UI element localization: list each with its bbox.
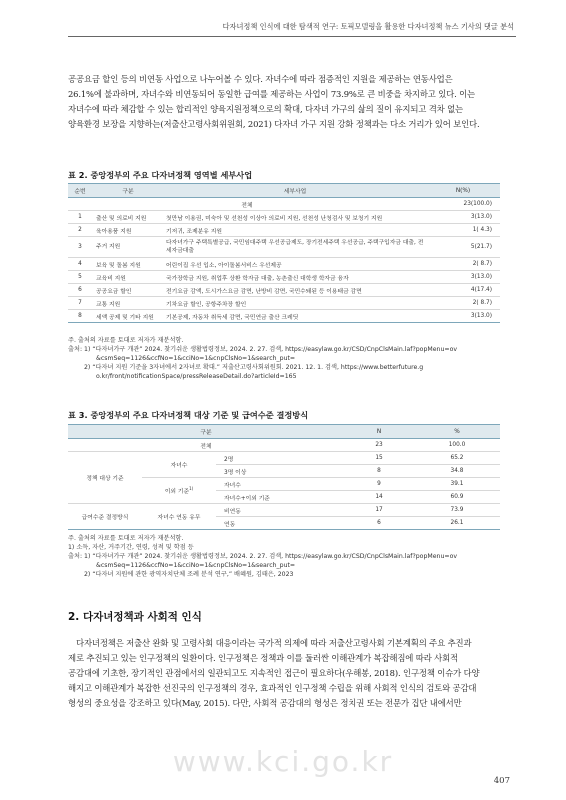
table-note: 주. 출처의 자료를 토대로 저자가 재분석함.	[68, 535, 184, 542]
total-n: 23	[344, 439, 414, 452]
row-items: 어린이집 우선 입소, 아이돌봄서비스 우선제공	[164, 258, 426, 271]
table2	[68, 183, 500, 323]
table-row	[68, 258, 500, 271]
paragraph-line: 26.1%에 불과하며, 자녀수와 비연동되어 동일한 급여를 제공하는 사업이 73.9%로 큰 비중을 차지하고 있다. 이는	[68, 89, 476, 99]
watermark: www.kci.go.kr	[172, 745, 394, 778]
table2-caption	[68, 170, 252, 181]
row-value: 3(13.0)	[426, 211, 500, 224]
row-n: 6	[344, 517, 414, 530]
row-value: 1( 4.3)	[426, 224, 500, 237]
section2-paragraph	[68, 636, 498, 711]
table-row	[68, 271, 500, 284]
column-header: 순번	[68, 184, 92, 198]
row-n: 17	[344, 504, 414, 517]
table-note: 출처: 1) “다자녀가구 개관” 2024. 찾기쉬운 생활법령정보, 2024. 2. 27. 검색, https://easylaw.go.kr/CSD/CnpClsMain.laf?popMenu=ov	[68, 553, 458, 560]
row-n: 15	[344, 452, 414, 465]
row-label: 연동	[216, 517, 344, 530]
intro-paragraph	[68, 72, 498, 132]
table-note: 주. 출처의 자료를 토대로 저자가 재분석함.	[68, 337, 184, 344]
table-total-row	[68, 198, 500, 211]
row-pct: 65.2	[414, 452, 500, 465]
total-pct: 100.0	[414, 439, 500, 452]
table2-caption-text: 중앙정부의 주요 다자녀정책 영역별 세부사업	[90, 170, 253, 180]
table-note: &csmSeq=1126&ccfNo=1&cciNo=1&cnpClsNo=1&search_put=	[96, 562, 296, 569]
table-header-row	[68, 184, 500, 198]
table-note: 2) “다자녀 지원 기준을 3자녀에서 2자녀로 확대.” 저출산고령사회위원회. 2021. 12. 1. 검색, https://www.betterfuture.g	[84, 364, 424, 371]
row-value: 3(13.0)	[426, 271, 500, 284]
column-header: 세부사업	[164, 184, 426, 198]
table3-caption	[68, 410, 308, 421]
row-category: 교육비 지원	[92, 271, 164, 284]
subgroup-label: 자녀수	[142, 452, 216, 478]
table3	[68, 424, 500, 530]
column-header: 구분	[68, 425, 344, 439]
section-heading: 2. 다자녀정책과 사회적 인식	[68, 611, 202, 623]
subgroup-label	[142, 478, 216, 504]
table-note: 출처: 1) “다자녀가구 개관” 2024. 찾기쉬운 생활법령정보, 2024. 2. 27. 검색, https://easylaw.go.kr/CSD/CnpClsMain.laf?popMenu=ov	[68, 346, 458, 353]
total-label: 전체	[68, 198, 426, 211]
footnote-marker: 1)	[189, 486, 194, 492]
row-pct: 39.1	[414, 478, 500, 491]
row-pct: 60.9	[414, 491, 500, 504]
table-note: &csmSeq=1126&ccfNo=1&cciNo=1&cnpClsNo=1&search_put=	[96, 355, 296, 362]
row-number: 1	[68, 211, 92, 224]
row-pct: 73.9	[414, 504, 500, 517]
row-label: 2명	[216, 452, 344, 465]
page-number: 407	[493, 776, 510, 786]
table-row	[68, 211, 500, 224]
row-category: 출산 및 의료비 지원	[92, 211, 164, 224]
row-category: 주거 지원	[92, 237, 164, 258]
row-category: 보육 및 돌봄 지원	[92, 258, 164, 271]
row-label: 자녀수+이외 기준	[216, 491, 344, 504]
row-value: 3(13.0)	[426, 310, 500, 323]
row-category: 교통 지원	[92, 297, 164, 310]
running-header: 다자녀정책 인식에 대한 탐색적 연구: 토픽모델링을 활용한 다자녀정책 뉴스 기사의 댓글 분석	[222, 22, 514, 31]
table2-caption-number: 표 2.	[68, 170, 88, 180]
table-header-row	[68, 425, 500, 439]
table-row	[68, 224, 500, 237]
column-header: N	[344, 425, 414, 439]
column-header: N(%)	[426, 184, 500, 198]
table-note: 2) “다자녀 지원에 관한 광역자치단체 조례 분석 연구,” 배혜원, 김태은, 2023	[84, 571, 294, 578]
group-label: 정책 대상 기준	[68, 452, 142, 504]
row-number: 6	[68, 284, 92, 297]
paragraph-line: 해지고 이해관계가 복잡한 선진국의 인구정책의 경우, 효과적인 인구정책 수립을 위해 사회적 인식의 검토와 공감대	[68, 683, 477, 693]
table-row	[68, 297, 500, 310]
row-label: 3명 이상	[216, 465, 344, 478]
table-row	[68, 284, 500, 297]
row-label: 비연동	[216, 504, 344, 517]
row-number: 4	[68, 258, 92, 271]
row-n: 14	[344, 491, 414, 504]
row-category: 공공요금 할인	[92, 284, 164, 297]
row-items: 기차요금 할인, 공항주차장 할인	[164, 297, 426, 310]
row-items: 기저귀, 조제분유 지원	[164, 224, 426, 237]
table2-notes	[68, 336, 508, 381]
table-row	[68, 237, 500, 258]
table-row	[68, 504, 500, 517]
paragraph-line: 자녀수에 따라 체감할 수 있는 합리적인 양육지원정책으로의 확대, 다자녀 가구의 삶의 질이 유지되고 격차 없는	[68, 104, 463, 114]
row-number: 2	[68, 224, 92, 237]
paragraph-line: 공공요금 할인 등의 비연동 사업으로 나누어볼 수 있다. 자녀수에 따라 점증적인 지원을 제공하는 연동사업은	[68, 74, 453, 84]
row-items: 첫만남 이용권, 미숙아 및 선천성 이상아 의료비 지원, 선천성 난청검사 및 보청기 지원	[164, 211, 426, 224]
row-number: 3	[68, 237, 92, 258]
paragraph-line: 제로 추진되고 있는 인구정책의 일환이다. 인구정책은 정책과 이를 둘러싼 이해관계가 복잡해짐에 따라 사회적	[68, 653, 458, 663]
column-header: %	[414, 425, 500, 439]
row-n: 8	[344, 465, 414, 478]
row-pct: 34.8	[414, 465, 500, 478]
table-row	[68, 452, 500, 465]
paragraph-line: 형성의 중요성을 강조하고 있다(May, 2015). 다만, 사회적 공감대의 형성은 정치권 또는 전문가 집단 내에서만	[68, 698, 462, 708]
row-number: 8	[68, 310, 92, 323]
row-value: 2( 8.7)	[426, 258, 500, 271]
row-items: 다자녀가구 주택특별공급, 국민임대주택 우선공급제도, 장기전세주택 우선공급, 주택구입자금 대출, 전세자금대출	[164, 237, 426, 258]
row-number: 7	[68, 297, 92, 310]
header-rule	[68, 36, 516, 37]
table3-caption-number: 표 3.	[68, 410, 88, 420]
table-note: 1) 소득, 자산, 거주기간, 연령, 성적 및 학점 등	[68, 544, 194, 551]
row-items: 기본공제, 자동차 취득세 감면, 국민연금 출산 크레딧	[164, 310, 426, 323]
row-category: 세액 공제 및 기타 지원	[92, 310, 164, 323]
total-value: 23(100.0)	[426, 198, 500, 211]
subgroup-label: 자녀수 연동 유무	[142, 504, 216, 530]
row-n: 9	[344, 478, 414, 491]
row-items: 전기요금 감액, 도시가스요금 감면, 난방비 감면, 국민수돼된 등 이용태금 감면	[164, 284, 426, 297]
row-value: 5(21.7)	[426, 237, 500, 258]
table-row	[68, 310, 500, 323]
table-note: o.kr/front/notificationSpace/pressReleaseDetail.do?articleId=165	[96, 373, 297, 380]
table-total-row	[68, 439, 500, 452]
subgroup-label-text: 이외 기준	[164, 489, 190, 495]
row-value: 2( 8.7)	[426, 297, 500, 310]
paragraph-line: 공감대에 기초한, 장기적인 관점에서의 일관되고도 지속적인 접근이 필요하다(우해봉, 2018). 인구정책 이슈가 다양	[68, 668, 480, 678]
paragraph-line: 다자녀정책은 저출산 완화 및 고령사회 대응이라는 국가적 의제에 따라 저출산고령사회 기본계획의 주요 추진과	[76, 638, 472, 648]
row-value: 4(17.4)	[426, 284, 500, 297]
row-items: 국가장학금 지원, 취업후 상환 학자금 대출, 농촌출신 대학생 학자금 융자	[164, 271, 426, 284]
paragraph-line: 양육환경 보장을 지향하는(저출산고령사회위원회, 2021) 다자녀 가구 지원 강화 정책과는 다소 거리가 있어 보인다.	[68, 119, 480, 129]
column-header: 구분	[92, 184, 164, 198]
total-label: 전체	[68, 439, 344, 452]
row-pct: 26.1	[414, 517, 500, 530]
group-label: 급여수준 결정방식	[68, 504, 142, 530]
row-number: 5	[68, 271, 92, 284]
table3-caption-text: 중앙정부의 주요 다자녀정책 대상 기준 및 급여수준 결정방식	[90, 410, 309, 420]
row-label: 자녀수	[216, 478, 344, 491]
row-category: 육아용품 지원	[92, 224, 164, 237]
table3-notes	[68, 534, 508, 579]
